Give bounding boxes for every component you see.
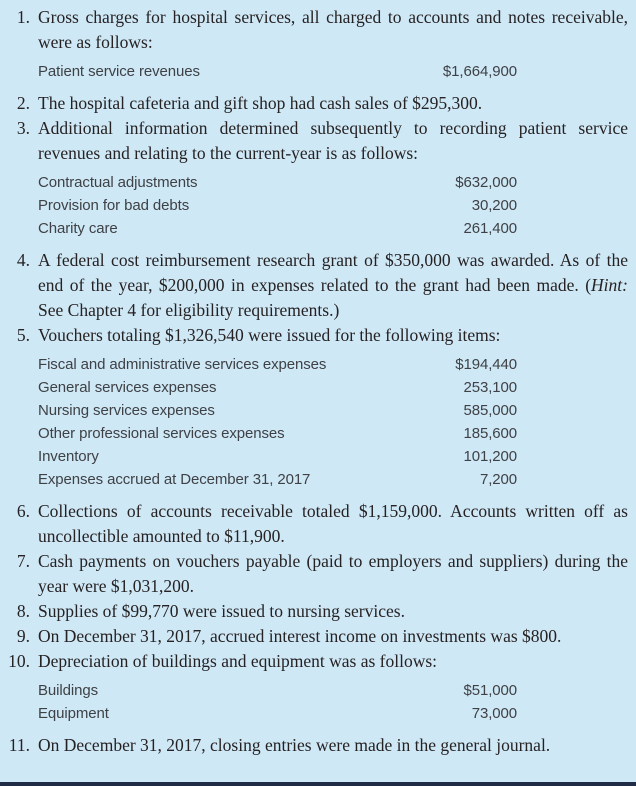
item-text: Additional information determined subsequently to recording patient service revenues and relating to the current-year is as follows: <box>38 118 628 163</box>
list-item <box>0 91 628 116</box>
item-number: 8. <box>16 601 30 621</box>
row-label: Patient service revenues <box>38 63 200 80</box>
list-item <box>0 248 628 323</box>
row-value: $194,440 <box>455 356 517 373</box>
row-label: Other professional services expenses <box>38 425 285 442</box>
row-label: Equipment <box>38 705 109 722</box>
table-row <box>38 194 517 217</box>
item-number: 11. <box>8 735 30 755</box>
row-label: Inventory <box>38 448 99 465</box>
item-number: 6. <box>16 501 30 521</box>
item-text: Supplies of $99,770 were issued to nursing services. <box>38 601 405 621</box>
item-text: The hospital cafeteria and gift shop had cash sales of $295,300. <box>38 93 483 113</box>
item-number: 9. <box>16 626 30 646</box>
table-row <box>38 376 517 399</box>
financial-table <box>38 353 517 491</box>
item-number: 10. <box>8 651 30 671</box>
row-value: 30,200 <box>471 197 517 214</box>
item-text: On December 31, 2017, closing entries were made in the general journal. <box>38 735 551 755</box>
item-content <box>38 5 628 91</box>
table-row <box>38 399 517 422</box>
table-row <box>38 468 517 491</box>
item-text: Depreciation of buildings and equipment was as follows: <box>38 651 438 671</box>
item-text <box>38 248 628 323</box>
row-value: 73,000 <box>471 705 517 722</box>
table-row <box>38 679 517 702</box>
row-label: Contractual adjustments <box>38 174 198 191</box>
row-value: $51,000 <box>463 682 517 699</box>
list-item <box>0 599 628 624</box>
bottom-border-bar <box>0 782 636 786</box>
item-content <box>38 599 628 624</box>
table-row <box>38 702 517 725</box>
row-value: 585,000 <box>463 402 517 419</box>
item-content <box>38 549 628 599</box>
list-item <box>0 5 628 91</box>
item-content <box>38 649 628 733</box>
row-value: 101,200 <box>463 448 517 465</box>
row-value: $1,664,900 <box>442 63 517 80</box>
list-item <box>0 549 628 599</box>
table-row <box>38 217 517 240</box>
item-text-segment: A federal cost reimbursement research grant of $350,000 was awarded. As of the end of the year, $200,000 in expenses related to the grant had been made. ( <box>38 250 628 295</box>
item-content <box>38 733 628 758</box>
item-content <box>38 91 628 116</box>
row-label: General services expenses <box>38 379 217 396</box>
list-item <box>0 323 628 499</box>
item-content <box>38 624 628 649</box>
table-row <box>38 353 517 376</box>
list-item <box>0 649 628 733</box>
item-number: 7. <box>16 551 30 571</box>
row-value: 261,400 <box>463 220 517 237</box>
financial-table <box>38 679 517 725</box>
item-number: 5. <box>16 325 30 345</box>
item-text-segment: See Chapter 4 for eligibility requirements.) <box>38 300 340 320</box>
row-label: Charity care <box>38 220 118 237</box>
item-text: Collections of accounts receivable totaled $1,159,000. Accounts written off as uncollectible amounted to $11,900. <box>38 501 628 546</box>
item-text: Vouchers totaling $1,326,540 were issued for the following items: <box>38 325 501 345</box>
row-value: 7,200 <box>479 471 517 488</box>
list-item <box>0 116 628 248</box>
list-item <box>0 733 628 758</box>
item-text: Cash payments on vouchers payable (paid to employers and suppliers) during the year were $1,031,200. <box>38 551 628 596</box>
list-item <box>0 499 628 549</box>
row-value: $632,000 <box>455 174 517 191</box>
table-row <box>38 171 517 194</box>
row-label: Fiscal and administrative services expenses <box>38 356 327 373</box>
item-content <box>38 323 628 499</box>
item-content <box>38 499 628 549</box>
list-item <box>0 624 628 649</box>
item-number: 1. <box>16 7 30 27</box>
row-label: Nursing services expenses <box>38 402 215 419</box>
table-row <box>38 422 517 445</box>
row-label: Buildings <box>38 682 98 699</box>
item-number: 3. <box>16 118 30 138</box>
item-text: Gross charges for hospital services, all charged to accounts and notes receivable, were as follows: <box>38 7 628 52</box>
item-content <box>38 248 628 323</box>
row-label: Provision for bad debts <box>38 197 190 214</box>
item-content <box>38 116 628 248</box>
row-label: Expenses accrued at December 31, 2017 <box>38 471 311 488</box>
item-text-hint: Hint: <box>591 275 628 295</box>
row-value: 185,600 <box>463 425 517 442</box>
table-row <box>38 60 517 83</box>
table-row <box>38 445 517 468</box>
financial-table <box>38 171 517 240</box>
item-number: 2. <box>16 93 30 113</box>
row-value: 253,100 <box>463 379 517 396</box>
financial-table <box>38 60 517 83</box>
item-text: On December 31, 2017, accrued interest income on investments was $800. <box>38 626 562 646</box>
item-number: 4. <box>16 250 30 270</box>
